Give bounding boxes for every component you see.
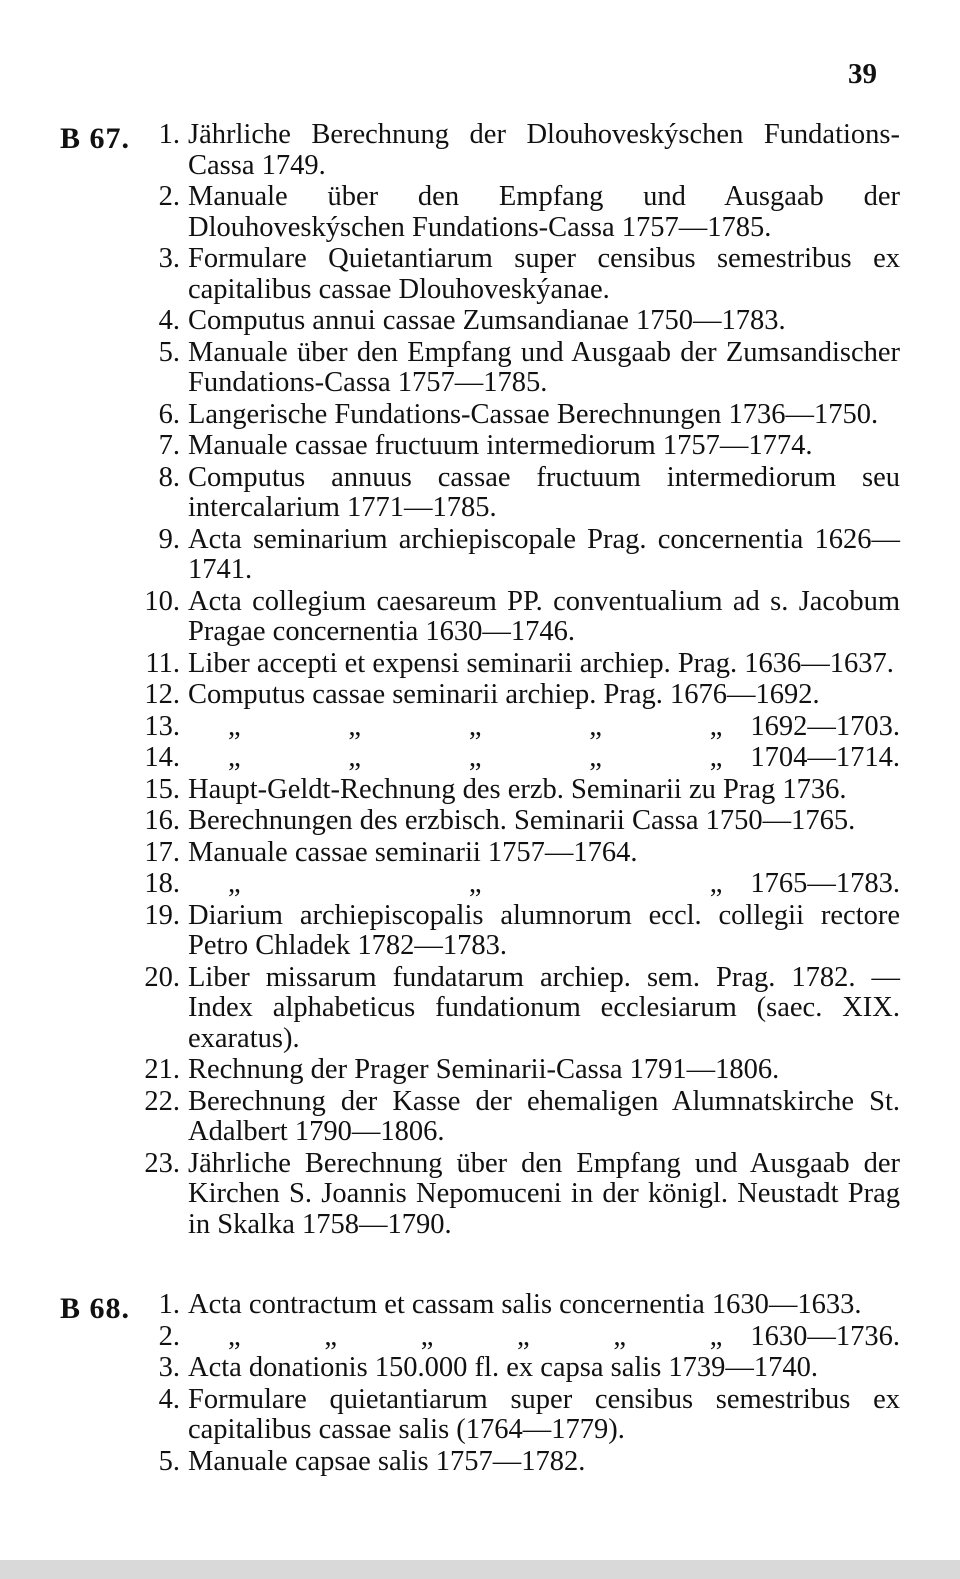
entry-number: 22. (144, 1085, 180, 1117)
inventory-group-b67 (60, 120, 900, 1241)
entry-number: 9. (158, 523, 180, 555)
list-item (158, 1383, 900, 1446)
ditto-mark: „ (468, 710, 482, 742)
list-item (144, 1054, 900, 1086)
entry-text: Formulare Quietantiarum super censibus semestribus ex capitalibus cassae Dlouhoveskýanae. (188, 243, 900, 305)
list-item (158, 243, 900, 305)
ditto-mark: „ (709, 742, 723, 773)
entry-text: Computus annuus cassae fructuum intermediorum seu intercalarium 1771—1785. (188, 461, 900, 523)
entry-ditto-line (188, 712, 900, 743)
entry-text: Acta seminarium archiepiscopale Prag. concernentia 1626—1741. (188, 523, 900, 585)
entry-years: 1765—1783. (750, 868, 900, 899)
entry-text: Manuale cassae seminarii 1757—1764. (188, 836, 638, 868)
entry-number: 7. (158, 430, 180, 461)
entry-text: Rechnung der Prager Seminarii-Cassa 1791—1806. (188, 1054, 780, 1085)
list-item (144, 742, 900, 774)
entry-list (60, 120, 900, 1240)
entry-number: 4. (158, 305, 180, 336)
ditto-marks (188, 743, 750, 774)
ditto-mark: „ (468, 868, 482, 899)
entry-number: 5. (158, 1445, 180, 1477)
entry-number: 23. (144, 1147, 180, 1179)
entry-text: Jährliche Berechnung über den Empfang und Ausgaab der Kirchen S. Joannis Nepomuceni in der königl. Neustadt Prag in Skalka 1758—1790. (188, 1147, 900, 1240)
entry-number: 3. (158, 243, 180, 274)
entry-text: Liber missarum fundatarum archiep. sem. Prag. 1782. — Index alphabeticus fundationum ecclesiarum (saec. XIX. exaratus). (188, 961, 900, 1054)
ditto-marks (188, 712, 750, 743)
entry-number: 6. (158, 398, 180, 430)
entry-number: 5. (158, 336, 180, 368)
entry-number: 4. (158, 1383, 180, 1415)
entry-text: Acta contractum et cassam salis concernentia 1630—1633. (188, 1289, 862, 1320)
entry-list (60, 1290, 900, 1477)
list-item (144, 1147, 900, 1241)
entry-number: 10. (144, 585, 180, 617)
entry-text: Langerische Fundations-Cassae Berechnungen 1736—1750. (188, 398, 879, 430)
ditto-mark: „ (228, 742, 241, 773)
list-item (144, 1085, 900, 1148)
page-number: 39 (848, 58, 877, 90)
entry-number: 8. (158, 461, 180, 493)
entry-number: 12. (144, 679, 180, 710)
entry-number: 15. (144, 773, 180, 805)
entry-number: 2. (158, 1320, 180, 1352)
list-item (158, 119, 900, 181)
list-item (158, 305, 900, 337)
list-item (158, 1320, 900, 1353)
entry-number: 21. (144, 1054, 180, 1085)
ditto-marks (188, 1322, 750, 1353)
ditto-mark: „ (420, 1320, 434, 1352)
inventory-group-b68 (60, 1290, 900, 1478)
entry-text: Liber accepti et expensi seminarii archiep. Prag. 1636—1637. (188, 647, 894, 679)
ditto-mark: „ (589, 710, 602, 742)
entry-text: Formulare quietantiarum super censibus semestribus ex capitalibus cassae salis (1764—1779). (188, 1383, 900, 1445)
entry-number: 1. (158, 1289, 180, 1320)
entry-ditto-line (188, 1322, 900, 1353)
entry-text: Manuale über den Empfang und Ausgaab der Zumsandischer Fundations-Cassa 1757—1785. (188, 336, 900, 398)
list-item (144, 585, 900, 648)
ditto-mark: „ (324, 1320, 337, 1352)
group-label: B 68. (60, 1292, 131, 1325)
entry-text: Manuale über den Empfang und Ausgaab der Dlouhoveskýschen Fundations-Cassa 1757—1785. (188, 181, 900, 243)
entry-ditto-line (188, 869, 900, 900)
entry-number: 20. (144, 961, 180, 993)
list-item (158, 461, 900, 524)
entry-text: Diarium archiepiscopalis alumnorum eccl. collegii rectore Petro Chladek 1782—1783. (188, 899, 900, 961)
entry-text: Manuale cassae fructuum intermediorum 1757—1774. (188, 430, 813, 461)
list-item (144, 710, 900, 743)
entry-text: Haupt-Geldt-Rechnung des erzb. Seminarii zu Prag 1736. (188, 773, 847, 805)
entry-number: 3. (158, 1352, 180, 1383)
ditto-mark: „ (613, 1320, 627, 1352)
list-item (158, 181, 900, 243)
entry-text: Jährliche Berechnung der Dlouhoveskýschen Fundations-Cassa 1749. (188, 119, 900, 181)
ditto-mark: „ (228, 1320, 241, 1352)
ditto-mark: „ (228, 868, 241, 899)
list-item (158, 336, 900, 399)
list-item (144, 868, 900, 900)
entry-number: 2. (158, 181, 180, 212)
entry-number: 13. (144, 710, 180, 742)
list-item (158, 398, 900, 431)
entry-text: Berechnungen des erzbisch. Seminarii Cassa 1750—1765. (188, 805, 856, 836)
entry-number: 17. (144, 836, 180, 868)
list-item (158, 1445, 900, 1478)
list-item (144, 679, 900, 711)
ditto-mark: „ (709, 1320, 723, 1352)
list-item (158, 430, 900, 462)
ditto-mark: „ (589, 742, 602, 773)
entry-text: Computus cassae seminarii archiep. Prag. 1676—1692. (188, 679, 820, 710)
entry-number: 19. (144, 899, 180, 931)
list-item (144, 899, 900, 962)
entry-text: Acta collegium caesareum PP. conventualium ad s. Jacobum Pragae concernentia 1630—1746. (188, 585, 900, 647)
list-item (145, 647, 900, 680)
list-item (144, 805, 900, 837)
ditto-mark: „ (709, 710, 723, 742)
list-item (158, 1352, 900, 1384)
ditto-mark: „ (348, 710, 362, 742)
entry-text: Computus annui cassae Zumsandianae 1750—1783. (188, 305, 786, 336)
ditto-mark: „ (517, 1320, 530, 1352)
entry-text: Manuale capsae salis 1757—1782. (188, 1445, 586, 1477)
list-item (144, 836, 900, 869)
entry-years: 1630—1736. (750, 1320, 900, 1352)
entry-text: Berechnung der Kasse der ehemaligen Alumnatskirche St. Adalbert 1790—1806. (188, 1085, 900, 1147)
entry-years: 1704—1714. (750, 742, 900, 773)
list-item (144, 773, 900, 806)
entry-number: 11. (145, 647, 180, 679)
entry-number: 16. (144, 805, 180, 836)
scan-bottom-edge (0, 1560, 960, 1579)
ditto-mark: „ (709, 868, 723, 899)
list-item (158, 523, 900, 586)
list-item (158, 1289, 900, 1321)
entry-years: 1692—1703. (750, 710, 900, 742)
ditto-mark: „ (468, 742, 482, 773)
ditto-marks (188, 869, 750, 900)
entry-number: 18. (144, 868, 180, 899)
ditto-mark: „ (228, 710, 241, 742)
list-item (144, 961, 900, 1055)
ditto-mark: „ (348, 742, 362, 773)
entry-text: Acta donationis 150.000 fl. ex capsa salis 1739—1740. (188, 1352, 819, 1383)
entry-ditto-line (188, 743, 900, 774)
group-label: B 67. (60, 122, 131, 155)
entry-number: 1. (158, 119, 180, 150)
entry-number: 14. (144, 742, 180, 773)
